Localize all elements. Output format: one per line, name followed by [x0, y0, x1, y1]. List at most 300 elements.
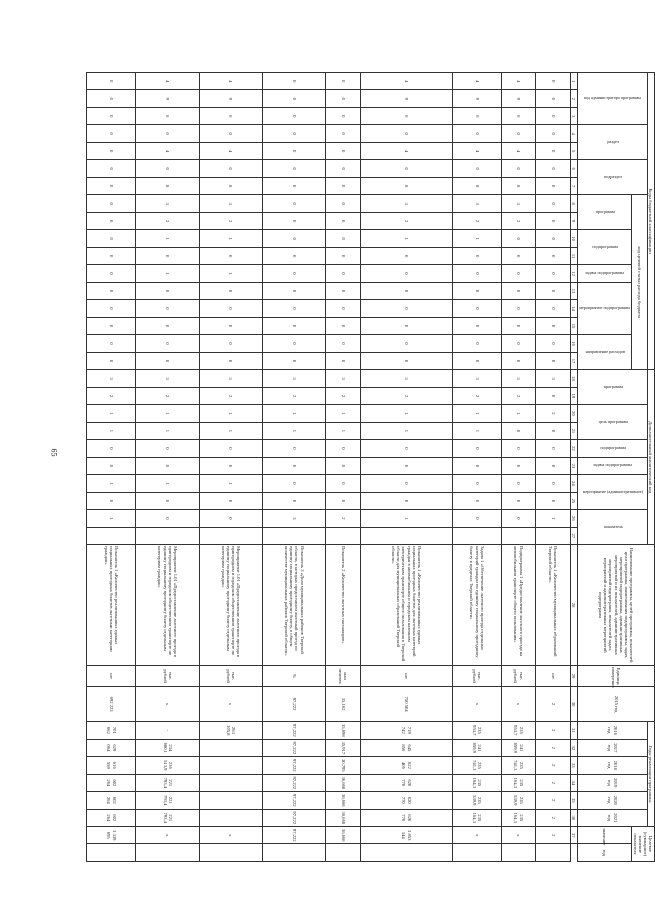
year-value-cell: 629 064 — [87, 739, 136, 756]
year-value-cell — [199, 792, 262, 809]
code-digit-cell: 0 — [263, 125, 326, 142]
code-digit-cell: 0 — [263, 317, 326, 334]
year-2020-header: 2020 год — [577, 792, 647, 809]
col-number: 26 — [570, 510, 577, 527]
year-value-cell: 692 223 — [87, 687, 136, 722]
code-digit-cell: 0 — [360, 282, 452, 299]
code-digit-cell: 2 — [360, 387, 452, 404]
col-number: 3 — [570, 107, 577, 124]
code-digit-cell: 1 — [199, 422, 262, 439]
year-value-cell: 97,222 — [263, 792, 326, 809]
code-digit-cell: 9 — [501, 90, 535, 107]
year-value-cell: 263 105,8 — [199, 722, 262, 739]
col-number: 24 — [570, 475, 577, 492]
code-digit-cell: 6 — [452, 107, 501, 124]
code-digit-cell: 0 — [452, 247, 501, 264]
year-value-cell: 620 770 — [360, 774, 452, 791]
code-digit-cell: 0 — [87, 230, 136, 247]
code-digit-cell: 0 — [326, 492, 360, 509]
code-digit-cell: 0 — [501, 457, 535, 474]
code-digit-cell: 8 — [199, 177, 262, 194]
year-value-cell: 35,917 — [326, 739, 360, 756]
code-digit-cell: 0 — [199, 160, 262, 177]
code-digit-cell: 0 — [536, 422, 570, 439]
year-value-cell: 236 513,9 — [136, 757, 199, 774]
unit-cell: шт — [87, 666, 136, 687]
code-digit-cell: 1 — [199, 230, 262, 247]
year-value-cell: 616 559 — [87, 757, 136, 774]
code-digit-cell: 1 — [326, 405, 360, 422]
code-digit-cell: 0 — [501, 125, 535, 142]
code-digit-cell — [87, 527, 136, 544]
code-digit-cell: 0 — [87, 282, 136, 299]
table-row — [87, 73, 136, 862]
unit-cell: тыс. рублей — [501, 666, 535, 687]
code-digit-cell: 0 — [136, 440, 199, 457]
year-value-cell: 622 406 — [360, 757, 452, 774]
code-digit-cell: 0 — [263, 107, 326, 124]
target-value-cell: 3 853 344 — [360, 826, 452, 843]
row-name-cell: Подпрограмма 1 «Предоставление льготного проезда на автомобильном транспорте общего пользования» — [501, 545, 535, 666]
year-value-cell: 2 — [536, 687, 570, 722]
unit-cell: шт — [360, 666, 452, 687]
unit-cell: тыс. рублей — [452, 666, 501, 687]
code-digit-cell: 1 — [263, 422, 326, 439]
code-digit-cell: 6 — [199, 107, 262, 124]
code-digit-cell: 3 — [536, 370, 570, 387]
code-digit-cell: 0 — [263, 247, 326, 264]
code-digit-cell: 0 — [501, 475, 535, 492]
year-value-cell: 97,222 — [263, 774, 326, 791]
code-digit-cell: 0 — [326, 440, 360, 457]
row-name-cell: Мероприятие 1.01 «Предоставление льготного проезда в пригородном и городском общественном транспорте по единому социальному проездному билету отдельным категориям граждан» — [199, 545, 262, 666]
col-number: 23 — [570, 457, 577, 474]
code-digit-cell: 0 — [136, 510, 199, 527]
code-digit-cell: 0 — [536, 265, 570, 282]
year-value-cell — [199, 774, 262, 791]
code-digit-cell: 0 — [326, 300, 360, 317]
code-digit-cell: 1 — [136, 265, 199, 282]
row-name-cell: Показатель 1 «Количество реализованных единых социальных проездных билетов для льготных категорий граждан в автомобильном и городском наземном электрическом транспорте общего пользования в Тверской области для муниципальных образований Тверской области» — [360, 545, 452, 666]
target-value-cell: 3 339 695 — [87, 826, 136, 843]
code-digit-cell: 0 — [87, 107, 136, 124]
code-digit-cell: 0 — [199, 335, 262, 352]
code-digit-cell: 0 — [199, 510, 262, 527]
code-digit-cell: 3 — [199, 195, 262, 212]
year-value-cell: 97,222 — [263, 739, 326, 756]
col-number: 13 — [570, 282, 577, 299]
subsection-header: подраздел — [577, 160, 647, 195]
code-digit-cell: 0 — [326, 475, 360, 492]
year-value-cell: 241 859,9 — [501, 739, 535, 756]
target-year-cell — [199, 844, 262, 862]
col-number: 33 — [570, 757, 577, 774]
year-2016-header: 2016 год — [577, 722, 647, 739]
code-digit-cell: 8 — [136, 177, 199, 194]
code-digit-cell: 9 — [452, 90, 501, 107]
year-value-cell: 602 264 — [87, 809, 136, 826]
year-value-cell: 235 953,7 — [452, 722, 501, 739]
code-digit-cell: 0 — [136, 457, 199, 474]
col-number: 7 — [570, 177, 577, 194]
target-year-cell — [501, 844, 535, 862]
code-digit-cell: 0 — [536, 387, 570, 404]
code-digit-cell: 0 — [87, 73, 136, 90]
col-number: 6 — [570, 160, 577, 177]
code-digit-cell: 0 — [326, 247, 360, 264]
unit-cell: тыс. рублей — [199, 666, 262, 687]
year-value-cell: 235 164,3 — [501, 774, 535, 791]
code-digit-cell: 0 — [87, 247, 136, 264]
code-digit-cell: 0 — [360, 492, 452, 509]
code-digit-cell: 3 — [136, 370, 199, 387]
target-year-cell — [263, 844, 326, 862]
table-body — [87, 73, 570, 862]
code-digit-cell: 0 — [536, 73, 570, 90]
year-value-cell — [199, 739, 262, 756]
code-digit-cell: 0 — [136, 247, 199, 264]
code-digit-cell: 4 — [360, 73, 452, 90]
code-digit-cell: 2 — [199, 212, 262, 229]
code-digit-cell: 1 — [136, 422, 199, 439]
budget-codes-header: Коды бюджетной классификации — [647, 73, 654, 370]
target-value-cell: x — [199, 826, 262, 843]
code-digit-cell: 0 — [263, 335, 326, 352]
code-digit-cell: 0 — [360, 335, 452, 352]
code-digit-cell: 0 — [136, 282, 199, 299]
dop-activity-header: мероприятие (административное) — [577, 475, 647, 510]
code-digit-cell: 1 — [87, 405, 136, 422]
code-digit-cell: 0 — [360, 440, 452, 457]
code-digit-cell: 0 — [360, 160, 452, 177]
year-value-cell: 602 264 — [87, 774, 136, 791]
year-value-cell: 2 — [536, 739, 570, 756]
code-digit-cell: 1 — [452, 405, 501, 422]
code-digit-cell: 0 — [263, 457, 326, 474]
code-digit-cell: 3 — [452, 195, 501, 212]
code-digit-cell: 3 — [360, 370, 452, 387]
code-digit-cell: 0 — [501, 282, 535, 299]
code-digit-cell: 1 — [199, 405, 262, 422]
year-value-cell: 235 953,7 — [501, 722, 535, 739]
code-digit-cell: 0 — [501, 300, 535, 317]
target-value-cell: 2 — [536, 826, 570, 843]
code-digit-cell: 0 — [263, 492, 326, 509]
code-digit-cell: 0 — [536, 107, 570, 124]
col-number: 17 — [570, 352, 577, 369]
code-digit-cell — [136, 527, 199, 544]
col-number: 30 — [570, 687, 577, 722]
program-subheader: программа — [577, 195, 631, 230]
code-digit-cell: 3 — [87, 370, 136, 387]
code-digit-cell: 0 — [536, 492, 570, 509]
code-digit-cell: 0 — [87, 160, 136, 177]
target-article-header: код целевой статьи расхода бюджета — [631, 195, 647, 370]
code-digit-cell: 0 — [501, 160, 535, 177]
code-digit-cell: 1 — [136, 230, 199, 247]
code-digit-cell: 9 — [136, 90, 199, 107]
code-digit-cell: 0 — [536, 125, 570, 142]
code-digit-cell: 0 — [87, 90, 136, 107]
row-name-cell: Задача 1 «Обеспечение льготного проезда отдельных категорий граждан по единому социальному проездному билету в пределах Тверской области» — [452, 545, 501, 666]
col-number: 1 — [570, 73, 577, 90]
code-digit-cell: 0 — [536, 177, 570, 194]
code-digit-cell: 0 — [452, 475, 501, 492]
code-digit-cell: 0 — [87, 142, 136, 159]
code-digit-cell: 1 — [360, 405, 452, 422]
table-row — [199, 73, 262, 862]
year-value-cell: 36,668 — [326, 809, 360, 826]
col-number: 11 — [570, 247, 577, 264]
code-digit-cell: 3 — [199, 370, 262, 387]
code-digit-cell: 0 — [263, 282, 326, 299]
code-digit-cell: 8 — [501, 177, 535, 194]
code-digit-cell: 0 — [326, 177, 360, 194]
column-numbers-row — [570, 73, 577, 862]
unit-cell: шт — [536, 666, 570, 687]
code-digit-cell: 3 — [452, 370, 501, 387]
code-digit-cell: 0 — [501, 230, 535, 247]
page-number: 65 — [49, 448, 59, 457]
year-value-cell: 36,668 — [326, 792, 360, 809]
code-digit-cell: 0 — [326, 282, 360, 299]
year-value-cell: 602 264 — [87, 792, 136, 809]
code-digit-cell: 0 — [326, 212, 360, 229]
code-digit-cell: 1 — [136, 475, 199, 492]
code-digit-cell: 1 — [263, 405, 326, 422]
col-number: 14 — [570, 300, 577, 317]
col-number: 37 — [570, 826, 577, 843]
unit-cell: тыс. рублей — [136, 666, 199, 687]
code-digit-cell: 0 — [263, 212, 326, 229]
code-digit-cell: 2 — [199, 387, 262, 404]
year-value-cell: 620 770 — [360, 792, 452, 809]
name-column-header: Наименование программы, целей программы, показателей цели программы, наименования подпрограммы, задач, мероприятий подпрограммы, административных мероприятий и их показателей, административных мероприятий подпрограмм, показателей задач, мероприятий и административных мероприятий подпрограмм — [577, 545, 654, 666]
code-digit-cell: 2 — [536, 405, 570, 422]
code-digit-cell: 0 — [536, 230, 570, 247]
year-value-cell: 719 742 — [360, 722, 452, 739]
year-value-cell: 221 793,4 — [136, 809, 199, 826]
table-row — [452, 73, 501, 862]
year-value-cell: 235 164,3 — [452, 774, 501, 791]
additional-code-header: Дополнительный аналитический код — [647, 370, 654, 545]
table-row — [326, 73, 360, 862]
code-digit-cell: 0 — [501, 265, 535, 282]
code-digit-cell: 2 — [452, 387, 501, 404]
code-digit-cell: 0 — [136, 352, 199, 369]
year-value-cell: 2 — [536, 757, 570, 774]
col-number: 15 — [570, 317, 577, 334]
col-number: 12 — [570, 265, 577, 282]
code-digit-cell: 0 — [536, 160, 570, 177]
col-number: 25 — [570, 492, 577, 509]
year-value-cell: 221 793,4 — [136, 774, 199, 791]
code-digit-cell: 0 — [199, 457, 262, 474]
code-digit-cell: 0 — [136, 335, 199, 352]
code-digit-cell: 4 — [501, 73, 535, 90]
year-value-cell: 97,222 — [263, 809, 326, 826]
year-value-cell — [199, 757, 262, 774]
year-value-cell: 234 680,1 — [136, 739, 199, 756]
code-digit-cell: 0 — [263, 195, 326, 212]
code-digit-cell: 0 — [360, 352, 452, 369]
dop-task-header: задача подпрограммы — [577, 457, 647, 474]
code-digit-cell: 0 — [360, 125, 452, 142]
col-number: 31 — [570, 722, 577, 739]
year-value-cell: 235 539,9 — [452, 792, 501, 809]
activity-subheader: мероприятие подпрограммы — [577, 282, 631, 334]
code-digit-cell: 4 — [136, 142, 199, 159]
year-value-cell: 2 — [536, 809, 570, 826]
code-digit-cell: 0 — [263, 73, 326, 90]
target-year-cell — [326, 844, 360, 862]
code-digit-cell: 0 — [452, 352, 501, 369]
code-digit-cell — [501, 527, 535, 544]
target-year-cell — [452, 844, 501, 862]
years-realization-header: Годы реализации программы — [647, 722, 654, 827]
code-digit-cell: 0 — [326, 230, 360, 247]
row-name-cell: Мероприятие 1.01 «Предоставление льготного проезда в пригородном и городском общественном транспорте по единому социальному проездному билету отдельным категориям граждан» — [136, 545, 199, 666]
code-digit-cell — [199, 527, 262, 544]
table-row — [501, 73, 535, 862]
col-number: 5 — [570, 142, 577, 159]
code-digit-cell: 0 — [326, 335, 360, 352]
code-digit-cell: 0 — [452, 440, 501, 457]
code-digit-cell: 0 — [536, 212, 570, 229]
code-digit-cell: 3 — [501, 195, 535, 212]
code-digit-cell: 3 — [263, 370, 326, 387]
code-digit-cell: 3 — [136, 195, 199, 212]
code-digit-cell: 0 — [199, 317, 262, 334]
target-value-cell: x — [452, 826, 501, 843]
code-digit-cell: 0 — [536, 457, 570, 474]
year-value-cell: 235 741,3 — [501, 757, 535, 774]
code-digit-cell: 0 — [326, 317, 360, 334]
code-digit-cell: 0 — [326, 142, 360, 159]
year-value-cell: 97,222 — [263, 687, 326, 722]
code-digit-cell: 2 — [452, 212, 501, 229]
code-digit-cell: 2 — [501, 212, 535, 229]
unit-cell: % — [263, 666, 326, 687]
code-digit-cell: 2 — [501, 387, 535, 404]
code-digit-cell: 0 — [536, 195, 570, 212]
code-digit-cell: 0 — [452, 300, 501, 317]
code-digit-cell: 1 — [199, 265, 262, 282]
code-digit-cell: 0 — [326, 160, 360, 177]
year-value-cell — [199, 809, 262, 826]
target-value-cell: x — [501, 826, 535, 843]
code-digit-cell: 0 — [263, 352, 326, 369]
code-digit-cell: 0 — [452, 457, 501, 474]
code-digit-cell: 3 — [360, 195, 452, 212]
target-value-header: Целевое (суммарное) значение показателя — [631, 826, 654, 861]
year-value-cell: x — [199, 687, 262, 722]
code-digit-cell: 0 — [360, 457, 452, 474]
code-digit-cell — [360, 527, 452, 544]
code-digit-cell: 0 — [360, 300, 452, 317]
code-digit-cell: 0 — [136, 160, 199, 177]
code-digit-cell: 0 — [501, 352, 535, 369]
table-row — [263, 73, 326, 862]
code-digit-cell: 0 — [536, 440, 570, 457]
code-digit-cell: 0 — [199, 352, 262, 369]
col-number: 22 — [570, 440, 577, 457]
code-digit-cell: 0 — [263, 440, 326, 457]
code-digit-cell: 0 — [452, 125, 501, 142]
code-digit-cell: 0 — [501, 247, 535, 264]
code-digit-cell: 0 — [536, 317, 570, 334]
code-digit-cell: 1 — [87, 422, 136, 439]
code-digit-cell: 3 — [326, 370, 360, 387]
year-value-cell: 36,668 — [326, 774, 360, 791]
year-value-cell: x — [452, 687, 501, 722]
code-digit-cell: 0 — [452, 160, 501, 177]
unit-cell: млн человек — [326, 666, 360, 687]
code-digit-cell: 2 — [136, 387, 199, 404]
code-digit-cell: 0 — [536, 300, 570, 317]
year-value-cell: 620 770 — [360, 809, 452, 826]
code-digit-cell: 1 — [136, 405, 199, 422]
code-digit-cell: 0 — [452, 265, 501, 282]
year-value-cell: 235 164,3 — [501, 809, 535, 826]
col-number: 28 — [570, 545, 577, 666]
expense-direction-subheader: направление расходов — [577, 335, 631, 370]
code-digit-cell: 2 — [87, 387, 136, 404]
program-table — [86, 72, 655, 862]
code-digit-cell: 4 — [360, 142, 452, 159]
code-digit-cell: 8 — [452, 177, 501, 194]
code-digit-cell: 6 — [501, 107, 535, 124]
year-value-cell: 2 — [536, 792, 570, 809]
code-digit-cell: 0 — [536, 282, 570, 299]
year-value-cell: 221 793,4 — [136, 792, 199, 809]
year-value-cell: x — [136, 687, 199, 722]
code-digit-cell: 0 — [452, 282, 501, 299]
subprogram-subheader: подпрограмма — [577, 230, 631, 265]
code-digit-cell: 0 — [87, 457, 136, 474]
dop-indicator-header: показатель — [577, 510, 647, 545]
col-number: 35 — [570, 792, 577, 809]
code-digit-cell — [452, 527, 501, 544]
year-value-cell: 241 859,9 — [452, 739, 501, 756]
year-value-cell: 30,795 — [326, 757, 360, 774]
code-digit-cell: 0 — [87, 492, 136, 509]
code-digit-cell: 1 — [536, 510, 570, 527]
row-name-cell: Показатель 3 «Доля муниципальных районов Тверской области, в которых предоставлен льготный проезд по единому социальному проездному билету, в общем количестве муниципальных районов Тверской области» — [263, 545, 326, 666]
code-digit-cell: 0 — [501, 440, 535, 457]
col-number: 21 — [570, 422, 577, 439]
code-digit-cell: 4 — [501, 142, 535, 159]
code-digit-cell: 0 — [452, 335, 501, 352]
code-digit-cell: 0 — [536, 475, 570, 492]
code-digit-cell: 1 — [87, 510, 136, 527]
dop-program-header: программа — [577, 370, 647, 405]
code-digit-cell: 0 — [136, 300, 199, 317]
code-digit-cell: 0 — [326, 125, 360, 142]
code-digit-cell: 0 — [326, 107, 360, 124]
row-name-cell: Показатель 1 «Количество реализованных единых социальных проездных билетов льготным категориям граждан» — [87, 545, 136, 666]
year-value-cell: 35,698 — [326, 722, 360, 739]
code-digit-cell: 2 — [136, 212, 199, 229]
code-digit-cell: 0 — [263, 177, 326, 194]
code-digit-cell: 6 — [136, 107, 199, 124]
task-subheader: задача подпрограммы — [577, 265, 631, 282]
code-digit-cell: 1 — [326, 422, 360, 439]
code-digit-cell: 4 — [452, 142, 501, 159]
code-digit-cell: 2 — [360, 212, 452, 229]
code-digit-cell: 0 — [326, 457, 360, 474]
col-number: 16 — [570, 335, 577, 352]
